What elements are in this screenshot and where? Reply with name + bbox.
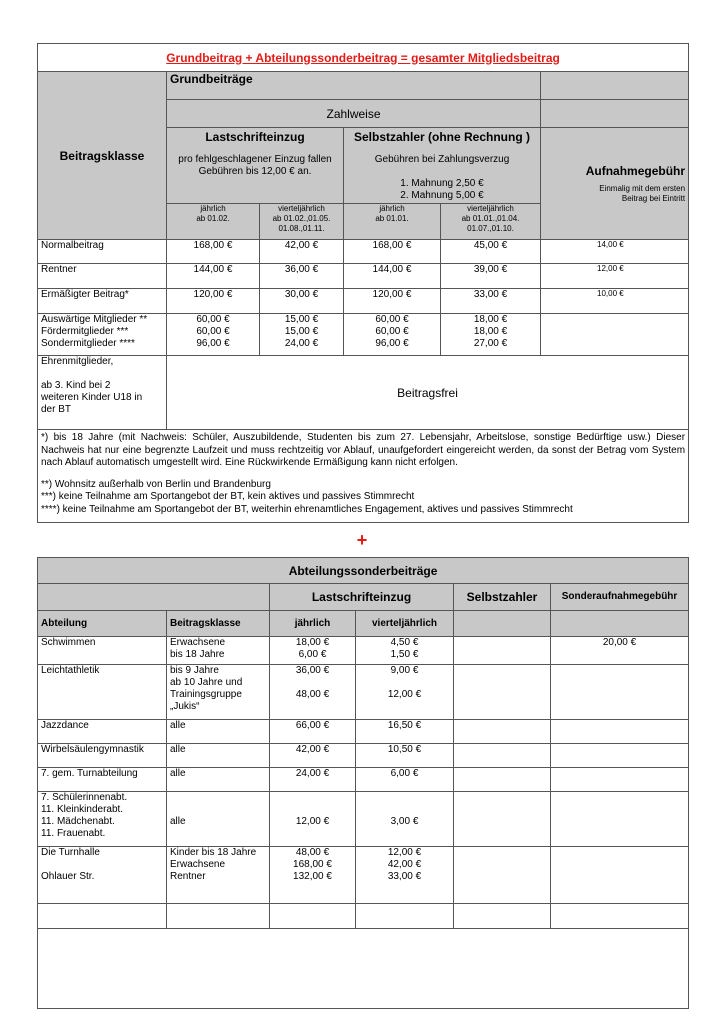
row-vierteljaehrlich: 12,00 € 42,00 € 33,00 € [356,847,454,904]
row-sonderaufnahme [551,847,689,904]
row-selbstzahler [454,720,551,744]
table-row [38,768,689,792]
row-vierteljaehrlich: 4,50 € 1,50 € [356,637,454,665]
row-value: 36,00 € [260,264,344,289]
row-value: 60,00 € 60,00 € 96,00 € [344,314,441,356]
grundbeitraege-header: Grundbeiträge [167,72,541,100]
subcol-vierteljaehrlich-2: vierteljährlich ab 01.01.,01.04. 01.07.,01.10. [441,204,541,240]
row-value: 120,00 € [344,289,441,314]
table-row [38,356,689,430]
row-jaehrlich: 36,00 € 48,00 € [270,665,356,720]
row-value: 144,00 € [167,264,260,289]
row-value: 168,00 € [167,240,260,264]
table-row [38,720,689,744]
row-value: 120,00 € [167,289,260,314]
row-sonderaufnahme [551,768,689,792]
row-aufnahme: 10,00 € [541,289,689,314]
row-value: 144,00 € [344,264,441,289]
footnote-2: **) Wohnsitz außerhalb von Berlin und Brandenburg [41,478,271,490]
table-row [38,264,689,289]
row-klasse: Erwachsene bis 18 Jahre [167,637,270,665]
beitragsklasse-header: Beitragsklasse [38,72,167,240]
page-title: Grundbeitrag + Abteilungssonderbeitrag = gesamter Mitgliedsbeitrag [38,44,689,72]
free-row-label: Ehrenmitglieder, ab 3. Kind bei 2 weiteren Kinder U18 in der BT [38,356,167,430]
table-row-empty [38,929,689,1009]
row-aufnahme: 12,00 € [541,264,689,289]
row-klasse: alle [167,720,270,744]
row-abteilung: Schwimmen [38,637,167,665]
header-empty-cell [541,72,689,100]
footnote-3: ***) keine Teilnahme am Sportangebot der BT, kein aktives und passives Stimmrecht [41,491,415,502]
row-value: 42,00 € [260,240,344,264]
row-selbstzahler [454,847,551,904]
empty-cell [356,904,454,929]
row-selbstzahler [454,637,551,665]
table-row [38,289,689,314]
subcol-jaehrlich-1: jährlich ab 01.02. [167,204,260,240]
row-klasse: bis 9 Jahre ab 10 Jahre und Trainingsgruppe „Jukis“ [167,665,270,720]
row-sonderaufnahme [551,665,689,720]
row-klasse: Ermäßigter Beitrag* [38,289,167,314]
row-jaehrlich: 24,00 € [270,768,356,792]
col-vierteljaehrlich: vierteljährlich [356,611,454,637]
subcol-jaehrlich-2: jährlich ab 01.01. [344,204,441,240]
row-aufnahme [541,314,689,356]
empty-cell [270,904,356,929]
row-jaehrlich: 48,00 € 168,00 € 132,00 € [270,847,356,904]
grundbeitrag-table [37,43,689,523]
table-row [38,744,689,768]
row-vierteljaehrlich: 10,50 € [356,744,454,768]
table-row-empty [38,904,689,929]
col-abteilung: Abteilung [38,611,167,637]
selbstzahler-header-2: Selbstzahler [454,584,551,611]
row-value: 33,00 € [441,289,541,314]
row-sonderaufnahme [551,720,689,744]
header-empty-cell [541,100,689,128]
sonderaufnahme-header: Sonderaufnahmegebühr [551,584,689,611]
free-row-value: Beitragsfrei [167,356,689,430]
selbstzahler-cell [344,128,541,204]
row-jaehrlich: 42,00 € [270,744,356,768]
row-abteilung: Die Turnhalle Ohlauer Str. [38,847,167,904]
aufnahme-header: Aufnahmegebühr [585,163,686,178]
row-abteilung: 7. gem. Turnabteilung [38,768,167,792]
row-value: 18,00 € 18,00 € 27,00 € [441,314,541,356]
empty-cell [38,904,167,929]
empty-cell [454,904,551,929]
row-aufnahme: 14,00 € [541,240,689,264]
row-value: 30,00 € [260,289,344,314]
table-row [38,240,689,264]
table-row [38,314,689,356]
row-value: 60,00 € 60,00 € 96,00 € [167,314,260,356]
header-empty-cell [38,584,270,611]
row-selbstzahler [454,665,551,720]
row-sonderaufnahme [551,744,689,768]
footnote-1: *) bis 18 Jahre (mit Nachweis: Schüler, Auszubildende, Studenten bis zum 27. Lebensjahr, Arbeitslose, sonstige Bedürftige usw.) Dieser Nachweis hat nur eine begrenzte Laufzeit und muss rechtzeitig vor Ablauf, unaufgefordert eingereicht werden, da sonst der Betrag vom System nach Ablauf automatisch umgestellt wird. Eine Rückwirkende Ermäßigung kann nicht erfolgen. [41,432,686,468]
row-abteilung: Jazzdance [38,720,167,744]
footnote-4: ****) keine Teilnahme am Sportangebot der BT, weiterhin ehrenamtliches Engagement, aktives und passives Stimmrecht [41,503,573,515]
aufnahme-note: Einmalig mit dem ersten Beitrag bei Eintritt [599,183,686,203]
zahlweise-header: Zahlweise [167,100,541,128]
row-sonderaufnahme: 20,00 € [551,637,689,665]
lastschrift-note: pro fehlgeschlagener Einzug fallen Gebühren bis 12,00 € an. [178,154,332,177]
row-abteilung: 7. Schülerinnenabt. 11. Kleinkinderabt. 11. Mädchenabt. 11. Frauenabt. [38,792,167,847]
row-sonderaufnahme [551,792,689,847]
empty-cell [551,904,689,929]
row-klasse: Normalbeitrag [38,240,167,264]
row-klasse: Rentner [38,264,167,289]
abteilungssonderbeitraege-table [37,557,689,1009]
row-selbstzahler [454,792,551,847]
row-abteilung: Leichtathletik [38,665,167,720]
col-jaehrlich: jährlich [270,611,356,637]
row-abteilung: Wirbelsäulengymnastik [38,744,167,768]
row-selbstzahler [454,768,551,792]
header-empty-cell [551,611,689,637]
row-vierteljaehrlich: 16,50 € [356,720,454,744]
table-row [38,665,689,720]
selbstzahler-note: Gebühren bei Zahlungsverzug 1. Mahnung 2,50 € 2. Mahnung 5,00 € [374,154,510,201]
bottom-title: Abteilungssonderbeiträge [38,558,689,584]
row-jaehrlich: 66,00 € [270,720,356,744]
row-klasse: Auswärtige Mitglieder ** Fördermitglieder *** Sondermitglieder **** [38,314,167,356]
row-vierteljaehrlich: 9,00 € 12,00 € [356,665,454,720]
row-jaehrlich: 12,00 € [270,792,356,847]
row-selbstzahler [454,744,551,768]
lastschrift-cell [167,128,344,204]
lastschrift-header: Lastschrifteinzug [205,130,305,144]
aufnahme-cell [541,128,689,240]
subcol-vierteljaehrlich-1: vierteljährlich ab 01.02.,01.05. 01.08.,01.11. [260,204,344,240]
table-row [38,847,689,904]
empty-cell [167,904,270,929]
selbstzahler-header: Selbstzahler (ohne Rechnung ) [353,130,530,144]
row-value: 39,00 € [441,264,541,289]
table-row [38,637,689,665]
empty-cell [38,929,689,1009]
row-value: 45,00 € [441,240,541,264]
row-vierteljaehrlich: 3,00 € [356,792,454,847]
row-klasse: alle [167,792,270,847]
row-value: 168,00 € [344,240,441,264]
row-klasse: Kinder bis 18 Jahre Erwachsene Rentner [167,847,270,904]
footnotes [38,430,689,523]
row-klasse: alle [167,744,270,768]
header-empty-cell [454,611,551,637]
col-beitragsklasse: Beitragsklasse [167,611,270,637]
row-vierteljaehrlich: 6,00 € [356,768,454,792]
row-klasse: alle [167,768,270,792]
plus-sign: + [356,530,368,550]
row-jaehrlich: 18,00 € 6,00 € [270,637,356,665]
lastschrift-header-2: Lastschrifteinzug [270,584,454,611]
table-row [38,792,689,847]
row-value: 15,00 € 15,00 € 24,00 € [260,314,344,356]
